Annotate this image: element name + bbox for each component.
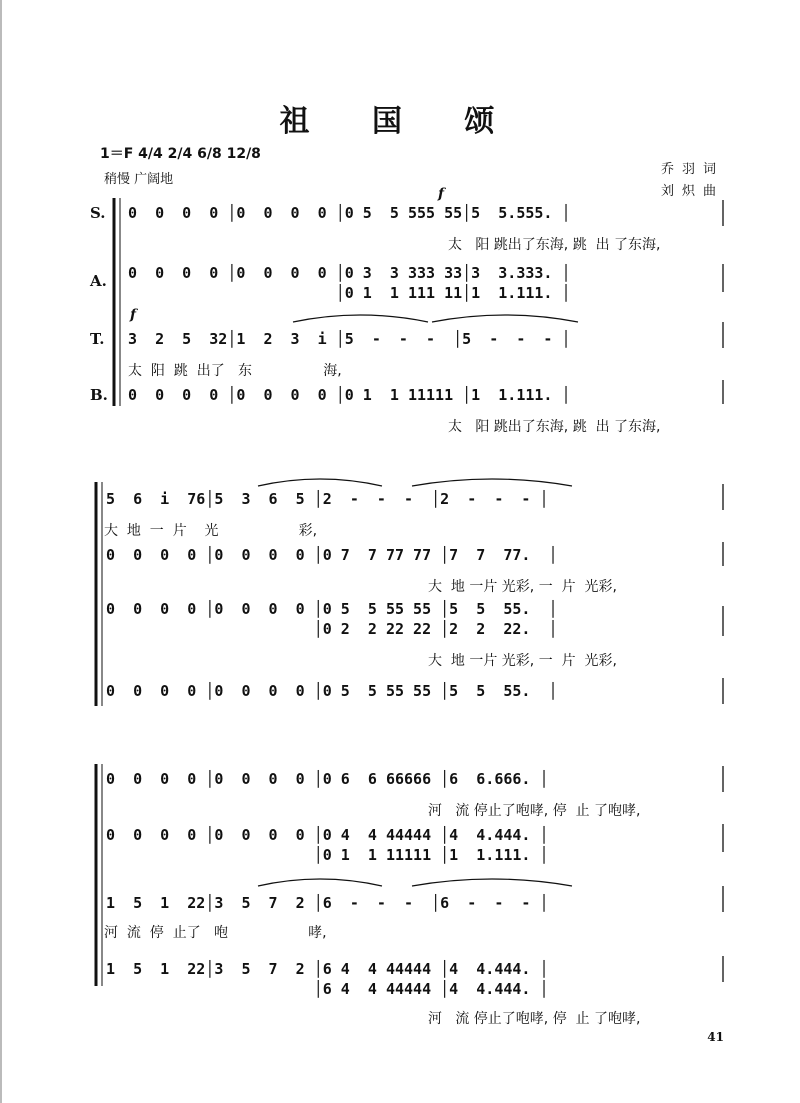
row3-notes-upper: 0 0 0 0 │0 0 0 0 │0 5 5 55 55 │5 5 55. │ (106, 600, 558, 618)
row4-notes-upper: 1 5 1 22│3 5 7 2 │6 4 4 44444 │4 4.444. │ (106, 960, 549, 978)
voice-label-soprano: S. (90, 204, 106, 222)
row1-lyrics: 河 流 停止了咆哮, 停 止 了咆哮, (428, 803, 641, 819)
bass-notes: 0 0 0 0 │0 0 0 0 │0 1 1 11111 │1 1.111. │ (128, 386, 571, 404)
row2-notes: 0 0 0 0 │0 0 0 0 │0 7 7 77 77 │7 7 77. │ (106, 546, 558, 564)
bass-lyrics: 太 阳 跳出了东海, 跳 出 了东海, (448, 419, 661, 435)
tenor-lyrics: 太 阳 跳 出了 东 海, (128, 363, 342, 379)
page-title: 祖 国 颂 (279, 104, 521, 139)
row2-notes-upper: 0 0 0 0 │0 0 0 0 │0 4 4 44444 │4 4.444. │ (106, 826, 549, 844)
row4-lyrics: 河 流 停止了咆哮, 停 止 了咆哮, (428, 1011, 641, 1027)
row1-notes: 0 0 0 0 │0 0 0 0 │0 6 6 66666 │6 6.666. │ (106, 770, 549, 788)
lyricist-credit: 乔羽词 (660, 162, 724, 177)
soprano-notes: 0 0 0 0 │0 0 0 0 │0 5 5 555 55│5 5.555. │ (128, 204, 571, 222)
soprano-lyrics: 太 阳 跳出了东海, 跳 出 了东海, (448, 237, 661, 253)
voice-label-bass: B. (90, 386, 108, 404)
page-number: 41 (707, 1030, 724, 1044)
row4-notes-lower: │6 4 4 44444 │4 4.444. │ (106, 980, 549, 998)
alto-notes-lower: │0 1 1 111 11│1 1.111. │ (128, 284, 571, 302)
alto-notes-upper: 0 0 0 0 │0 0 0 0 │0 3 3 333 33│3 3.333. │ (128, 264, 571, 282)
row2-lyrics: 大 地 一片 光彩, 一 片 光彩, (428, 579, 617, 595)
row4-notes: 0 0 0 0 │0 0 0 0 │0 5 5 55 55 │5 5 55. │ (106, 682, 558, 700)
row3-notes: 1 5 1 22│3 5 7 2 │6 - - - │6 - - - │ (106, 894, 549, 912)
dynamic-forte-tenor: f (130, 307, 137, 323)
row3-notes-lower: │0 2 2 22 22 │2 2 22. │ (106, 620, 558, 638)
key-signature: 1＝F 4/4 2/4 6/8 12/8 (100, 146, 261, 162)
voice-label-alto: A. (90, 272, 107, 290)
row3-lyrics: 河 流 停 止了 咆 哮, (104, 925, 327, 941)
row2-notes-lower: │0 1 1 11111 │1 1.111. │ (106, 846, 549, 864)
row1-notes: 5 6 i 76│5 3 6 5 │2 - - - │2 - - - │ (106, 490, 549, 508)
tenor-notes: 3 2 5 32│1 2 3 i │5 - - - │5 - - - │ (128, 330, 571, 348)
voice-label-tenor: T. (90, 330, 105, 348)
tempo-marking: 稍慢 广阔地 (104, 172, 174, 187)
dynamic-forte-soprano: f (438, 186, 445, 202)
row3-lyrics: 大 地 一片 光彩, 一 片 光彩, (428, 653, 617, 669)
row1-lyrics: 大 地 一 片 光 彩, (104, 523, 318, 539)
composer-credit: 刘炽曲 (660, 184, 724, 199)
